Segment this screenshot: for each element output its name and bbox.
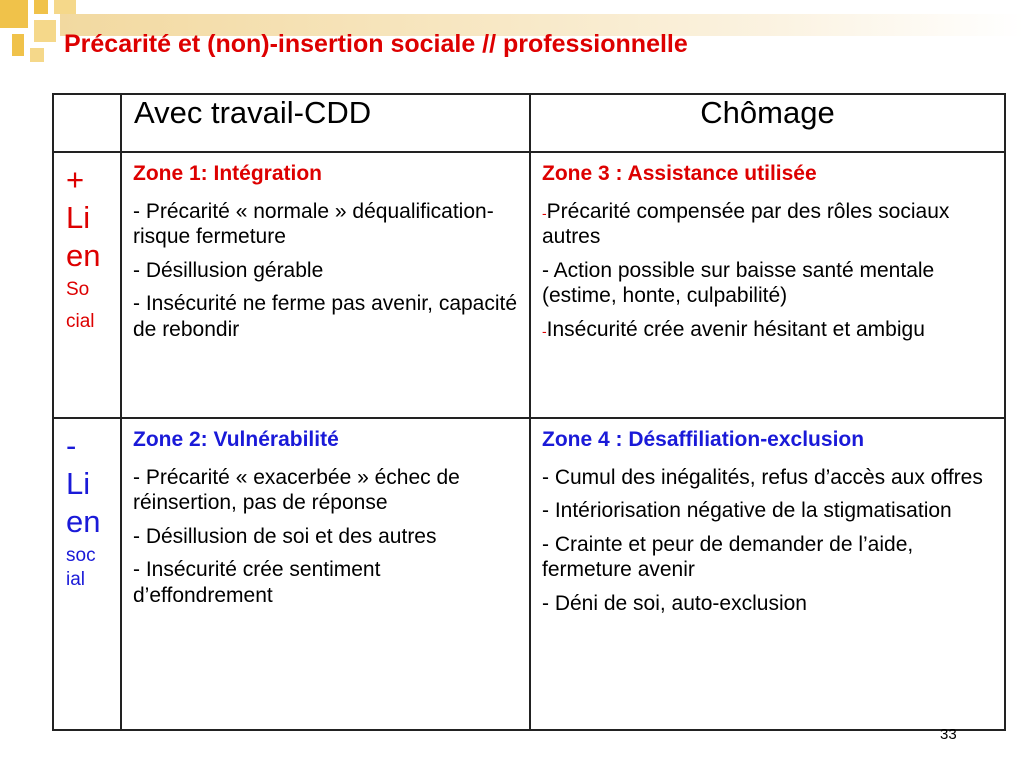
zone-2-cell xyxy=(121,418,530,730)
side-text: cial xyxy=(66,310,95,332)
table-header-row xyxy=(53,94,1005,152)
side-text: en xyxy=(66,503,101,539)
side-text: ial xyxy=(66,568,86,590)
decor-square xyxy=(0,0,28,28)
zone-line xyxy=(542,199,994,250)
dash-marker: - xyxy=(542,204,547,221)
table-row-lien-social-positive xyxy=(53,152,1005,418)
zone-title: Zone 1: Intégration xyxy=(133,162,322,185)
table-row-lien-social-negative xyxy=(53,418,1005,730)
side-text: en xyxy=(66,237,101,273)
zone-line: - Action possible sur baisse santé mentale (estime, honte, culpabilité) xyxy=(542,258,935,308)
decor-square xyxy=(34,20,56,42)
header-empty-cell xyxy=(53,94,121,152)
zone-line: - Précarité « normale » déqualification-risque fermeture xyxy=(133,199,494,249)
side-text: So xyxy=(66,279,90,301)
zone-line-text: Insécurité crée avenir hésitant et ambigu xyxy=(546,318,925,342)
side-label-negative xyxy=(53,418,121,730)
side-sign: + xyxy=(66,162,85,197)
side-sign: - xyxy=(66,428,77,463)
zone-line-text: Précarité compensée par des rôles sociaux autres xyxy=(542,199,950,249)
zones-table xyxy=(52,93,1006,731)
header-avec-travail: Avec travail-CDD xyxy=(121,94,530,152)
zone-line: - Précarité « exacerbée » échec de réinsertion, pas de réponse xyxy=(133,465,460,515)
zone-4-cell xyxy=(530,418,1005,730)
zone-title: Zone 3 : Assistance utilisée xyxy=(542,162,817,185)
decor-square xyxy=(30,48,44,62)
header-chomage: Chômage xyxy=(530,94,1005,152)
side-text: Li xyxy=(66,465,91,501)
zone-title: Zone 2: Vulnérabilité xyxy=(133,428,339,451)
zone-line: - Crainte et peur de demander de l’aide, fermeture avenir xyxy=(542,532,914,582)
decor-square xyxy=(54,0,76,14)
zone-line: - Insécurité crée sentiment d’effondrement xyxy=(133,558,381,608)
zone-line: - Désillusion de soi et des autres xyxy=(133,524,437,548)
decor-square xyxy=(34,0,48,14)
side-label-positive xyxy=(53,152,121,418)
page-number: 33 xyxy=(940,726,957,743)
zone-title: Zone 4 : Désaffiliation-exclusion xyxy=(542,428,865,451)
zone-line: - Déni de soi, auto-exclusion xyxy=(542,592,807,616)
decor-square xyxy=(12,34,24,56)
slide-title: Précarité et (non)-insertion sociale // professionnelle xyxy=(64,30,688,58)
zone-line: - Intériorisation négative de la stigmatisation xyxy=(542,499,952,523)
zone-1-cell xyxy=(121,152,530,418)
zone-line: - Insécurité ne ferme pas avenir, capacité de rebondir xyxy=(133,292,518,342)
zone-3-cell xyxy=(530,152,1005,418)
zone-line: - Désillusion gérable xyxy=(133,258,324,282)
side-text: Li xyxy=(66,199,91,235)
side-text: soc xyxy=(66,545,96,567)
zone-line xyxy=(542,317,994,343)
zone-line: - Cumul des inégalités, refus d’accès aux offres xyxy=(542,465,983,489)
dash-marker: - xyxy=(542,323,547,340)
